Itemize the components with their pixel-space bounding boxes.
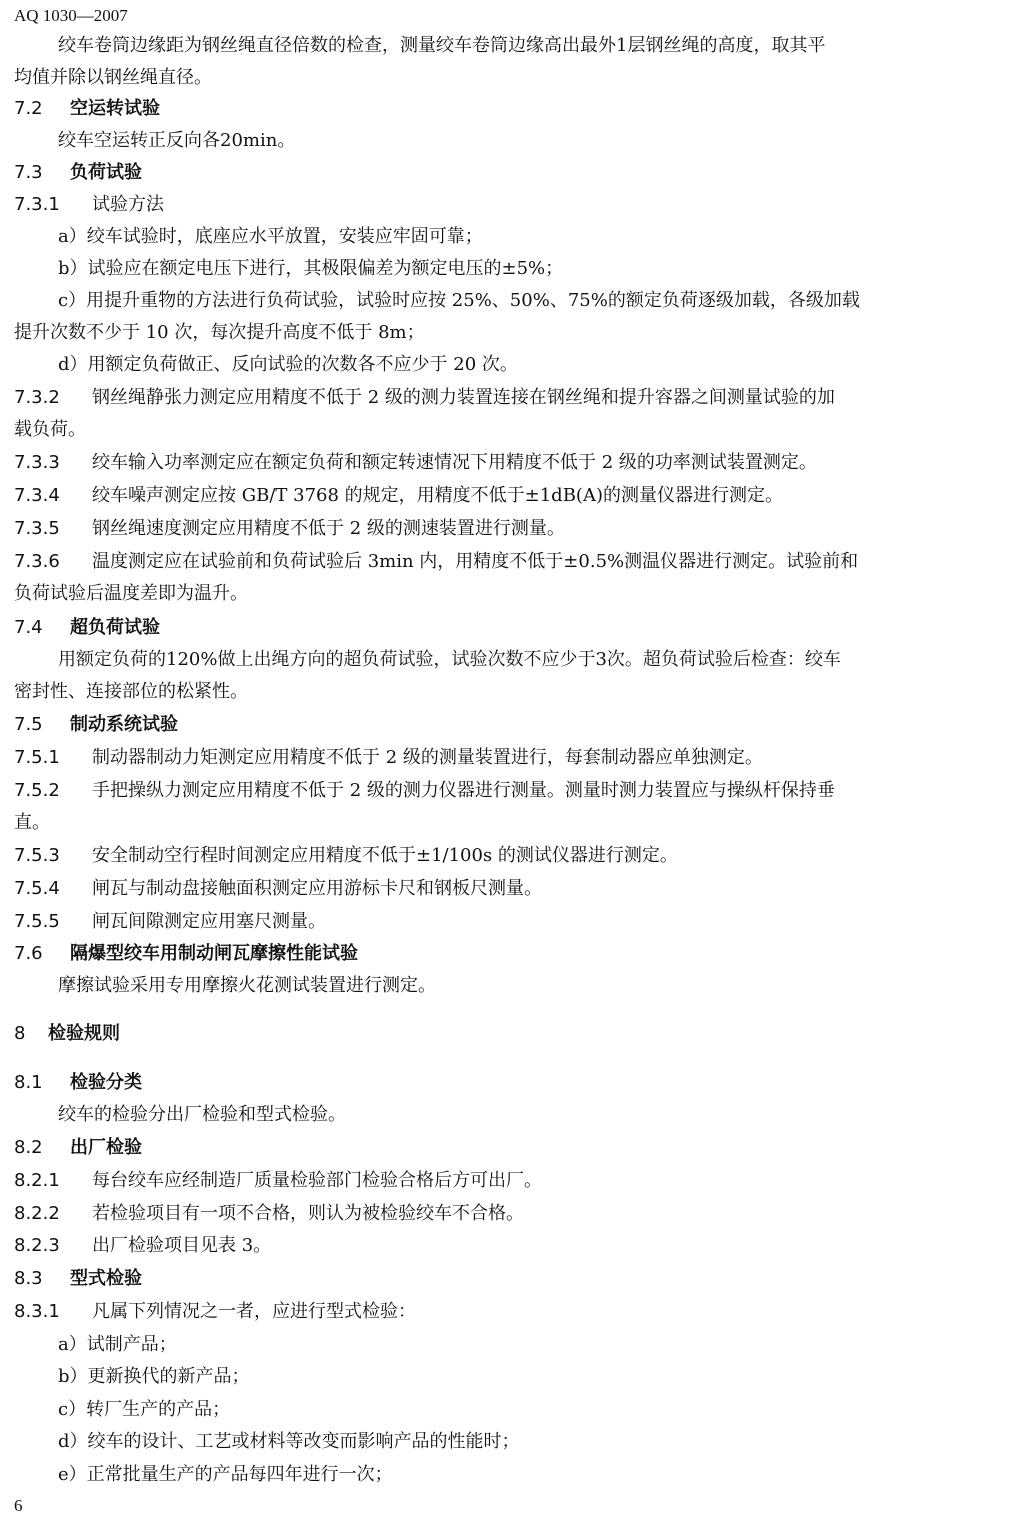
section-heading-7-2: 7.2 空运转试验 xyxy=(14,98,160,119)
section-heading-8-1: 8.1 检验分类 xyxy=(14,1072,142,1093)
list-item: d）用额定负荷做正、反向试验的次数各不应少于 20 次。 xyxy=(58,354,518,375)
clause-8-2-2: 8.2.2 若检验项目有一项不合格，则认为被检验绞车不合格。 xyxy=(14,1203,524,1224)
list-item: b）更新换代的新产品； xyxy=(58,1366,250,1387)
clause-7-3-5: 7.3.5 钢丝绳速度测定应用精度不低于 2 级的测速装置进行测量。 xyxy=(14,518,565,539)
paragraph-line: 均值并除以钢丝绳直径。 xyxy=(14,67,212,88)
chapter-heading-8: 8 检验规则 xyxy=(14,1023,120,1044)
list-item: c）转厂生产的产品； xyxy=(58,1399,231,1420)
clause-7-5-5: 7.5.5 闸瓦间隙测定应用塞尺测量。 xyxy=(14,911,326,932)
clause-7-3-4: 7.3.4 绞车噪声测定应按 GB/T 3768 的规定，用精度不低于±1dB(A)的测量仪器进行测定。 xyxy=(14,485,783,506)
paragraph-line: 密封性、连接部位的松紧性。 xyxy=(14,681,248,702)
paragraph-line: 直。 xyxy=(14,812,50,833)
paragraph-line: 绞车的检验分出厂检验和型式检验。 xyxy=(58,1104,346,1125)
clause-7-5-4: 7.5.4 闸瓦与制动盘接触面积测定应用游标卡尺和钢板尺测量。 xyxy=(14,878,542,899)
clause-8-2-1: 8.2.1 每台绞车应经制造厂质量检验部门检验合格后方可出厂。 xyxy=(14,1170,542,1191)
paragraph-line: 载负荷。 xyxy=(14,419,86,440)
list-item: a）绞车试验时，底座应水平放置，安装应牢固可靠； xyxy=(58,226,483,247)
clause-8-2-3: 8.2.3 出厂检验项目见表 3。 xyxy=(14,1235,272,1256)
section-heading-7-5: 7.5 制动系统试验 xyxy=(14,714,178,735)
document-header: AQ 1030—2007 xyxy=(14,6,128,25)
clause-7-3-6: 7.3.6 温度测定应在试验前和负荷试验后 3min 内，用精度不低于±0.5%测温仪器进行测定。试验前和 xyxy=(14,551,859,572)
section-heading-7-4: 7.4 超负荷试验 xyxy=(14,617,160,638)
paragraph-line: 绞车卷筒边缘距为钢丝绳直径倍数的检查，测量绞车卷筒边缘高出最外1层钢丝绳的高度，取其平 xyxy=(58,35,826,56)
list-item: d）绞车的设计、工艺或材料等改变而影响产品的性能时； xyxy=(58,1431,520,1452)
section-heading-8-2: 8.2 出厂检验 xyxy=(14,1137,142,1158)
clause-7-3-1: 7.3.1 试验方法 xyxy=(14,194,164,215)
section-heading-7-6: 7.6 隔爆型绞车用制动闸瓦摩擦性能试验 xyxy=(14,943,358,964)
section-heading-8-3: 8.3 型式检验 xyxy=(14,1268,142,1289)
list-item: b）试验应在额定电压下进行，其极限偏差为额定电压的±5%； xyxy=(58,258,564,279)
clause-8-3-1: 8.3.1 凡属下列情况之一者，应进行型式检验： xyxy=(14,1301,416,1322)
clause-7-3-2: 7.3.2 钢丝绳静张力测定应用精度不低于 2 级的测力装置连接在钢丝绳和提升容器之间测量试验的加 xyxy=(14,387,835,408)
page-number: 6 xyxy=(14,1496,23,1515)
paragraph-line: 绞车空运转正反向各20min。 xyxy=(58,130,296,151)
list-item: e）正常批量生产的产品每四年进行一次； xyxy=(58,1464,393,1485)
list-item: c）用提升重物的方法进行负荷试验，试验时应按 25%、50%、75%的额定负荷逐级加载，各级加载 xyxy=(58,290,860,311)
clause-7-5-1: 7.5.1 制动器制动力矩测定应用精度不低于 2 级的测量装置进行，每套制动器应单独测定。 xyxy=(14,747,763,768)
section-heading-7-3: 7.3 负荷试验 xyxy=(14,162,142,183)
paragraph-line: 摩擦试验采用专用摩擦火花测试装置进行测定。 xyxy=(58,975,436,996)
clause-7-3-3: 7.3.3 绞车输入功率测定应在额定负荷和额定转速情况下用精度不低于 2 级的功率测试装置测定。 xyxy=(14,452,817,473)
paragraph-line: 提升次数不少于 10 次，每次提升高度不低于 8m； xyxy=(14,322,425,343)
list-item: a）试制产品； xyxy=(58,1334,177,1355)
paragraph-line: 负荷试验后温度差即为温升。 xyxy=(14,583,248,604)
clause-7-5-2: 7.5.2 手把操纵力测定应用精度不低于 2 级的测力仪器进行测量。测量时测力装置应与操纵杆保持垂 xyxy=(14,780,835,801)
paragraph-line: 用额定负荷的120%做上出绳方向的超负荷试验，试验次数不应少于3次。超负荷试验后检查：绞车 xyxy=(58,649,841,670)
clause-7-5-3: 7.5.3 安全制动空行程时间测定应用精度不低于±1/100s 的测试仪器进行测定。 xyxy=(14,845,678,866)
